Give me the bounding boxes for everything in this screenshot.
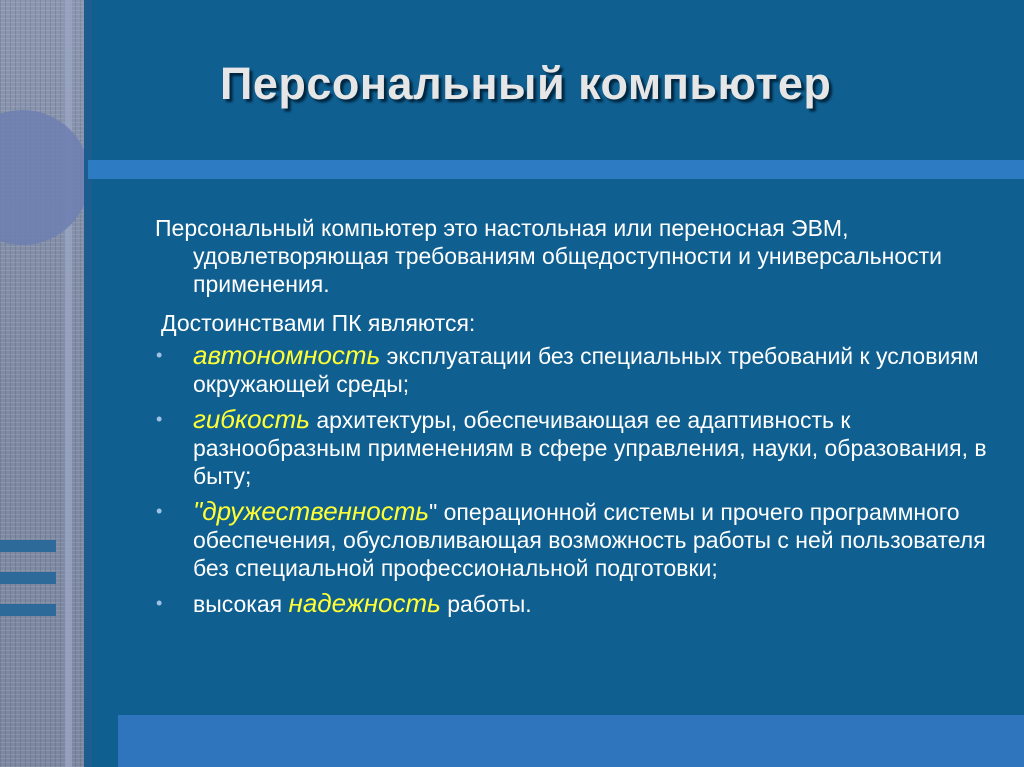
intro-paragraph: Персональный компьютер это настольная или переносная ЭВМ, удовлетворяющая требованиям общедоступности и универсальности применения.: [155, 215, 942, 297]
bullet-icon: •: [156, 501, 163, 521]
item-text: эксплуатации без специальных требований к условиям окружающей среды;: [193, 343, 979, 397]
item-text: архитектуры, обеспечивающая ее адаптивность к разнообразным применениям в сфере управления, науки, образования, в быту;: [193, 407, 987, 489]
advantages-heading: Достоинствами ПК являются:: [161, 310, 476, 336]
list-item: [155, 497, 1015, 582]
bullet-icon: •: [156, 593, 163, 613]
decorative-band: [0, 572, 56, 584]
title-underline-bar: [88, 160, 1024, 179]
decorative-vertical-line: [65, 0, 72, 767]
advantages-list: [155, 341, 1015, 618]
item-text: " операционной системы и прочего программного обеспечения, обусловливающая возможность работы с ней пользователя без специальной профессиональной подготовки;: [193, 499, 986, 581]
slide-title: Персональный компьютер: [220, 58, 832, 109]
item-text: работы.: [440, 591, 532, 617]
decorative-band: [0, 604, 56, 616]
item-keyword: надежность: [288, 588, 441, 618]
list-item: [155, 405, 1015, 490]
decorative-strip-border: [84, 0, 92, 767]
decorative-band: [0, 540, 56, 552]
decorative-bottom-block: [118, 715, 1024, 767]
slide-body: [155, 214, 1015, 625]
item-keyword: "дружественность: [193, 496, 430, 526]
item-keyword: гибкость: [193, 404, 310, 434]
item-keyword: автономность: [193, 340, 381, 370]
bullet-icon: •: [156, 345, 163, 365]
bullet-icon: •: [156, 409, 163, 429]
item-prefix: высокая: [193, 591, 289, 617]
list-item: [155, 341, 1015, 398]
list-item: [155, 589, 1015, 618]
